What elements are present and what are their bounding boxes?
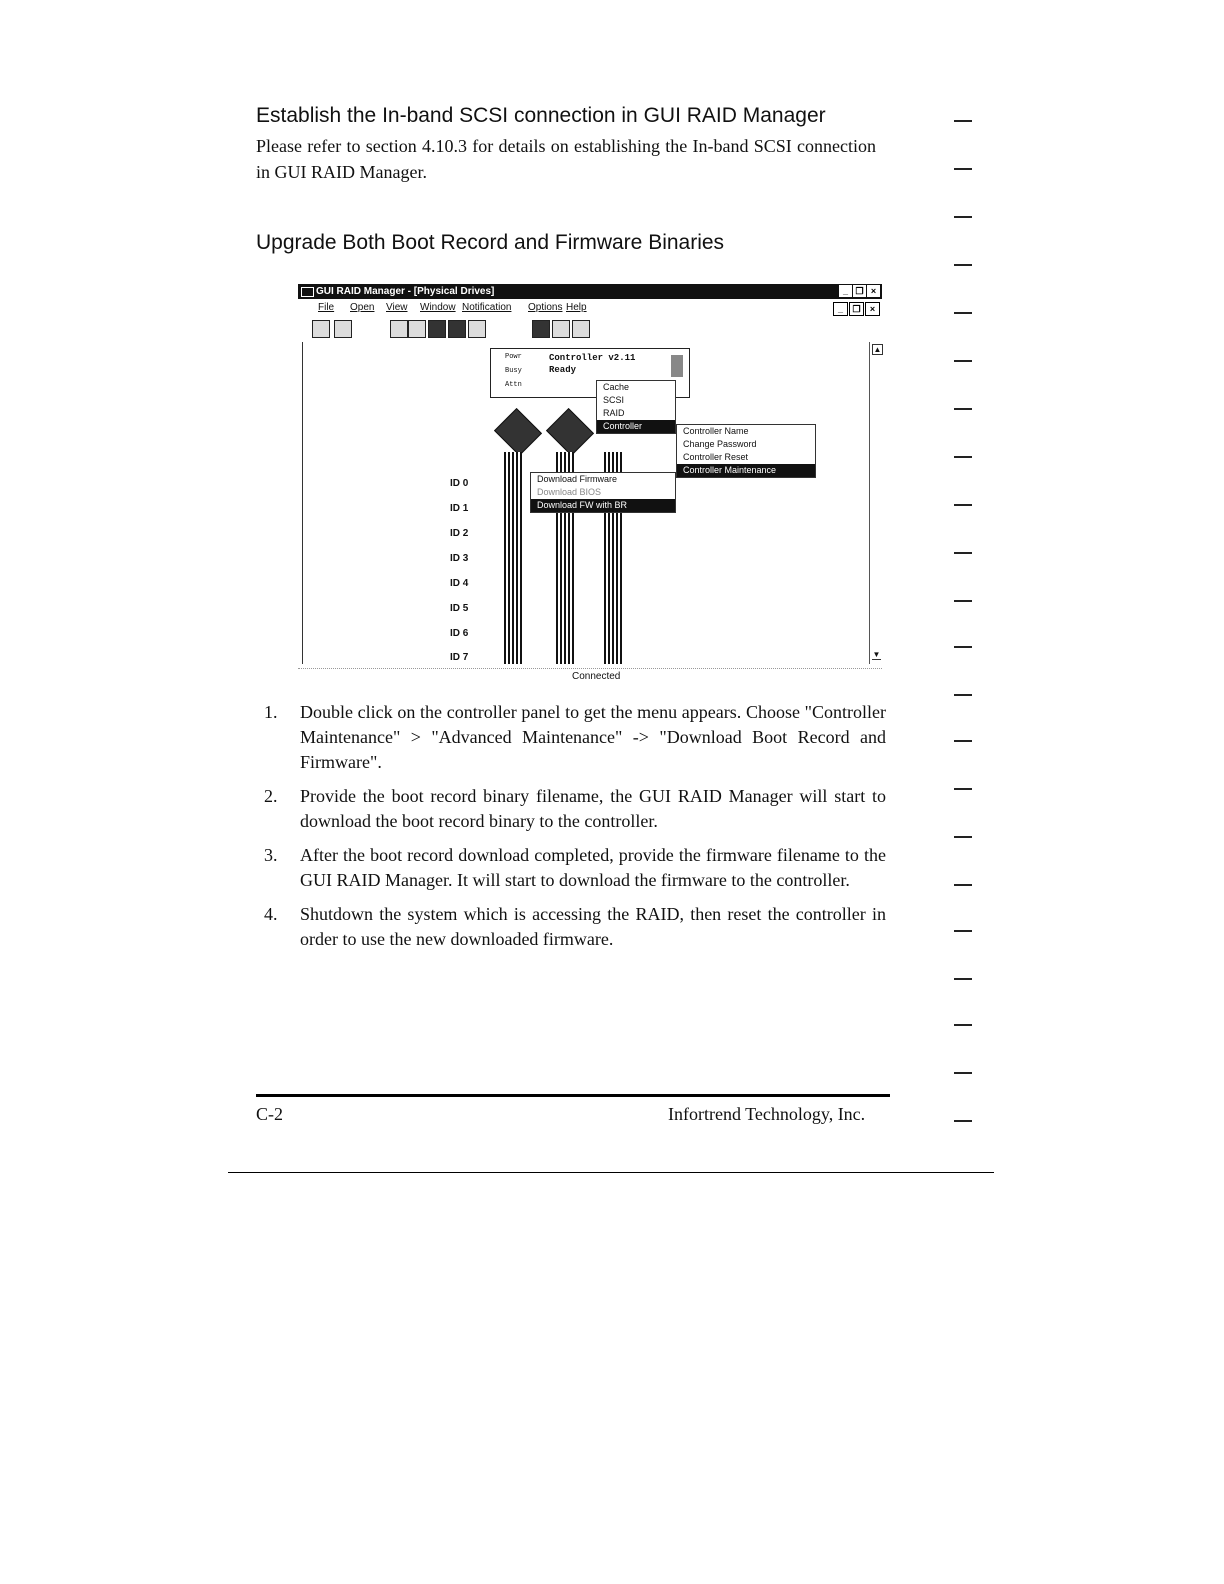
- id-label: ID 1: [450, 503, 469, 514]
- disk-icon[interactable]: [428, 320, 446, 338]
- id-label: ID 2: [450, 528, 469, 539]
- menu-item-download-firmware[interactable]: Download Firmware: [537, 474, 618, 484]
- margin-tick: [954, 264, 972, 266]
- gui-raid-manager-screenshot: [298, 284, 884, 688]
- minimize-icon[interactable]: _: [839, 285, 852, 297]
- scroll-up-icon[interactable]: ▲: [873, 345, 882, 354]
- menu-item-controller-name[interactable]: Controller Name: [683, 426, 749, 436]
- margin-tick: [954, 884, 972, 886]
- margin-tick: [954, 312, 972, 314]
- margin-tick: [954, 504, 972, 506]
- busy-indicator: Busy: [505, 367, 522, 375]
- list-item: [256, 843, 886, 893]
- child-close-icon[interactable]: ×: [865, 302, 880, 316]
- margin-tick: [954, 1024, 972, 1026]
- menu-open[interactable]: Open: [350, 302, 375, 313]
- array-icon[interactable]: [448, 320, 466, 338]
- step-number: 4.: [264, 904, 278, 924]
- toolbar: [298, 317, 882, 339]
- margin-tick: [954, 600, 972, 602]
- margin-tick: [954, 168, 972, 170]
- window-title: GUI RAID Manager - [Physical Drives]: [316, 286, 495, 297]
- id-label: ID 7: [450, 652, 469, 663]
- instruction-steps: [256, 700, 886, 961]
- app-icon: [301, 287, 314, 297]
- id-label: ID 0: [450, 478, 469, 489]
- controller-version: Controller v2.11: [549, 353, 636, 363]
- step-text: Shutdown the system which is accessing the RAID, then reset the controller in order to use the new downloaded firmware.: [300, 904, 886, 949]
- menu-item-controller-maintenance[interactable]: Controller Maintenance: [677, 464, 815, 477]
- menu-item-cache[interactable]: Cache: [603, 382, 630, 392]
- step-text: Provide the boot record binary filename, the GUI RAID Manager will start to download the boot record binary to the controller.: [300, 786, 886, 831]
- list-item: [256, 902, 886, 952]
- scroll-down-icon[interactable]: ▼: [872, 650, 881, 659]
- connection-status: Connected: [572, 671, 621, 682]
- connect-icon[interactable]: [312, 320, 330, 338]
- menu-file[interactable]: File: [318, 302, 335, 313]
- controller-submenu: [676, 424, 816, 478]
- menu-help[interactable]: Help: [566, 302, 587, 313]
- list-item: [256, 700, 886, 775]
- power-indicator: Powr: [505, 353, 522, 361]
- menu-window[interactable]: Window: [420, 302, 456, 313]
- status-bar: [298, 668, 882, 685]
- margin-tick: [954, 930, 972, 932]
- margin-tick: [954, 1120, 972, 1122]
- menu-item-download-fw-with-br[interactable]: Download FW with BR: [531, 499, 675, 512]
- margin-tick: [954, 552, 972, 554]
- margin-tick: [954, 120, 972, 122]
- margin-tick: [954, 836, 972, 838]
- page-bottom-rule: [228, 1172, 994, 1173]
- menu-item-controller[interactable]: Controller: [597, 420, 675, 433]
- menu-view[interactable]: View: [386, 302, 408, 313]
- margin-tick: [954, 694, 972, 696]
- window-titlebar: [298, 284, 882, 299]
- id-label: ID 3: [450, 553, 469, 564]
- footer-rule: [256, 1094, 890, 1097]
- margin-tick: [954, 216, 972, 218]
- section-heading-upgrade: Upgrade Both Boot Record and Firmware Binaries: [256, 231, 725, 254]
- step-number: 3.: [264, 845, 278, 865]
- id-label: ID 4: [450, 578, 469, 589]
- controller-context-menu: [596, 380, 676, 434]
- menu-notification[interactable]: Notification: [462, 302, 512, 313]
- menu-item-raid[interactable]: RAID: [603, 408, 625, 418]
- menu-item-change-password[interactable]: Change Password: [683, 439, 757, 449]
- page-number: C-2: [256, 1104, 283, 1124]
- id-label: ID 6: [450, 628, 469, 639]
- margin-tick: [954, 408, 972, 410]
- menu-item-scsi[interactable]: SCSI: [603, 395, 625, 405]
- menu-options[interactable]: Options: [528, 302, 563, 313]
- step-number: 1.: [264, 702, 278, 722]
- close-icon[interactable]: ×: [867, 285, 880, 297]
- vertical-scrollbar[interactable]: [869, 342, 884, 664]
- step-text: After the boot record download completed, provide the firmware filename to the GUI RAID Manager. It will start to download the firmware to the controller.: [300, 845, 886, 890]
- margin-tick: [954, 360, 972, 362]
- attention-indicator: Attn: [505, 381, 522, 389]
- menu-item-controller-reset[interactable]: Controller Reset: [683, 452, 749, 462]
- section-body-inband: Please refer to section 4.10.3 for details on establishing the In-band SCSI connection in GUI RAID Manager.: [256, 136, 876, 182]
- chart-icon[interactable]: [572, 320, 590, 338]
- step-number: 2.: [264, 786, 278, 806]
- logical-icon[interactable]: [408, 320, 426, 338]
- host-icon[interactable]: [468, 320, 486, 338]
- controller-icon: [671, 355, 683, 377]
- margin-tick: [954, 740, 972, 742]
- child-minimize-icon[interactable]: _: [833, 302, 848, 316]
- id-label: ID 5: [450, 603, 469, 614]
- margin-tick: [954, 788, 972, 790]
- list-item: [256, 784, 886, 834]
- controller-status: Ready: [549, 365, 577, 375]
- step-text: Double click on the controller panel to get the menu appears. Choose "Controller Maintenance" > "Advanced Maintenance" -> "Download Boot Record and Firmware".: [300, 702, 886, 772]
- drive-icon[interactable]: [390, 320, 408, 338]
- company-name: Infortrend Technology, Inc.: [668, 1104, 866, 1124]
- margin-tick: [954, 646, 972, 648]
- maintenance-submenu: [530, 472, 676, 513]
- restore-icon[interactable]: ❐: [853, 285, 866, 297]
- printer-icon[interactable]: [552, 320, 570, 338]
- menu-item-download-bios[interactable]: Download BIOS: [537, 487, 602, 497]
- margin-tick: [954, 978, 972, 980]
- grid-icon[interactable]: [334, 320, 352, 338]
- section-heading-inband: Establish the In-band SCSI connection in GUI RAID Manager: [256, 104, 826, 127]
- child-restore-icon[interactable]: ❐: [849, 302, 864, 316]
- event-icon[interactable]: [532, 320, 550, 338]
- margin-tick: [954, 456, 972, 458]
- menu-bar: [298, 300, 882, 316]
- margin-tick: [954, 1072, 972, 1074]
- drive-column-0: [504, 452, 522, 664]
